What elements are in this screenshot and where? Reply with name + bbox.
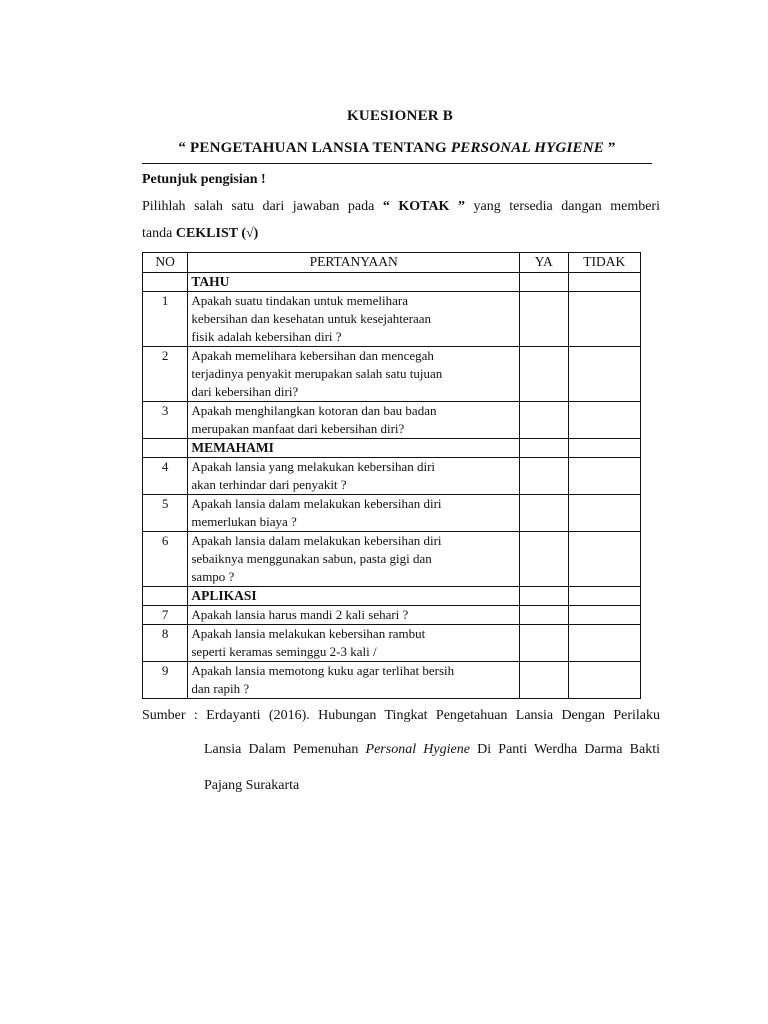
answer-no-box[interactable]	[568, 606, 640, 625]
source-text-a: Lansia Dalam Pemenuhan	[204, 742, 366, 757]
instructions-line-2	[142, 226, 258, 242]
question-line: kebersihan dan kesehatan untuk kesejahteraan	[191, 311, 432, 326]
section-row	[143, 587, 641, 606]
table-body	[143, 273, 641, 699]
subtitle-prefix: “ PENGETAHUAN LANSIA TENTANG	[178, 140, 451, 156]
answer-yes-box[interactable]	[519, 532, 568, 587]
section-yes-cell	[519, 439, 568, 458]
question-line: seperti keramas seminggu 2-3 kali /	[191, 644, 377, 659]
section-row	[143, 273, 641, 292]
source-italic: Personal Hygiene	[365, 742, 470, 757]
question-number: 6	[143, 532, 188, 587]
section-label: APLIKASI	[188, 587, 520, 606]
header-yes: YA	[519, 253, 568, 273]
section-yes-cell	[519, 587, 568, 606]
question-line: sampo ?	[191, 569, 235, 584]
question-text	[188, 458, 520, 495]
question-text	[188, 662, 520, 699]
title-divider	[142, 163, 652, 164]
section-row	[143, 439, 641, 458]
question-number: 1	[143, 292, 188, 347]
question-text	[188, 347, 520, 402]
question-text	[188, 606, 520, 625]
source-citation-line-3: Pajang Surakarta	[204, 778, 300, 793]
question-number: 8	[143, 625, 188, 662]
section-no-answer-cell	[568, 273, 640, 292]
question-text	[188, 532, 520, 587]
question-line: sebaiknya menggunakan sabun, pasta gigi dan	[191, 551, 432, 566]
table-row	[143, 662, 641, 699]
question-line: Apakah lansia melakukan kebersihan rambut	[191, 626, 426, 641]
question-text	[188, 625, 520, 662]
question-line: memerlukan biaya ?	[191, 514, 297, 529]
table-row	[143, 495, 641, 532]
section-no-cell	[143, 587, 188, 606]
answer-yes-box[interactable]	[519, 625, 568, 662]
source-text-b: Di Panti Werdha Darma Bakti	[469, 742, 660, 757]
answer-no-box[interactable]	[568, 495, 640, 532]
answer-yes-box[interactable]	[519, 606, 568, 625]
question-number: 5	[143, 495, 188, 532]
table-row	[143, 347, 641, 402]
table-row	[143, 606, 641, 625]
source-citation-line-1: Sumber : Erdayanti (2016). Hubungan Tingkat Pengetahuan Lansia Dengan Perilaku	[142, 708, 660, 723]
question-line: merupakan manfaat dari kebersihan diri?	[191, 421, 405, 436]
answer-no-box[interactable]	[568, 458, 640, 495]
question-line: Apakah lansia yang melakukan kebersihan diri	[191, 459, 436, 474]
answer-no-box[interactable]	[568, 402, 640, 439]
header-no: NO	[143, 253, 188, 273]
instructions-heading: Petunjuk pengisian !	[142, 172, 266, 187]
header-question: PERTANYAAN	[188, 253, 520, 273]
question-text	[188, 402, 520, 439]
answer-yes-box[interactable]	[519, 458, 568, 495]
section-yes-cell	[519, 273, 568, 292]
table-row	[143, 532, 641, 587]
question-line: dari kebersihan diri?	[191, 384, 299, 399]
instructions-text-a: Pilihlah salah satu dari jawaban pada	[142, 199, 383, 214]
document-title: KUESIONER B	[347, 108, 453, 124]
question-line: Apakah lansia harus mandi 2 kali sehari ?	[191, 607, 409, 622]
question-line: Apakah menghilangkan kotoran dan bau badan	[191, 403, 437, 418]
section-no-cell	[143, 273, 188, 292]
header-no-answer: TIDAK	[568, 253, 640, 273]
answer-yes-box[interactable]	[519, 662, 568, 699]
table-row	[143, 402, 641, 439]
question-number: 4	[143, 458, 188, 495]
question-line: Apakah lansia memotong kuku agar terlihat bersih	[191, 663, 455, 678]
section-label: TAHU	[188, 273, 520, 292]
instructions-text-c: tanda	[142, 226, 176, 241]
answer-yes-box[interactable]	[519, 292, 568, 347]
question-text	[188, 495, 520, 532]
section-no-answer-cell	[568, 587, 640, 606]
answer-yes-box[interactable]	[519, 402, 568, 439]
question-text	[188, 292, 520, 347]
answer-no-box[interactable]	[568, 532, 640, 587]
question-number: 2	[143, 347, 188, 402]
table-row	[143, 625, 641, 662]
question-line: Apakah lansia dalam melakukan kebersihan diri	[191, 496, 442, 511]
answer-no-box[interactable]	[568, 625, 640, 662]
instructions-text-b: yang tersedia dangan memberi	[464, 199, 660, 214]
answer-yes-box[interactable]	[519, 495, 568, 532]
question-line: terjadinya penyakit merupakan salah satu tujuan	[191, 366, 443, 381]
question-line: dan rapih ?	[191, 681, 250, 696]
document-subtitle	[142, 140, 652, 157]
question-number: 3	[143, 402, 188, 439]
question-line: fisik adalah kebersihan diri ?	[191, 329, 342, 344]
question-line: Apakah lansia dalam melakukan kebersihan diri	[191, 533, 442, 548]
question-line: akan terhindar dari penyakit ?	[191, 477, 347, 492]
question-line: Apakah suatu tindakan untuk memelihara	[191, 293, 408, 308]
instructions-line-1	[142, 199, 660, 215]
questionnaire-table	[142, 252, 641, 699]
question-number: 9	[143, 662, 188, 699]
answer-no-box[interactable]	[568, 662, 640, 699]
subtitle-italic: PERSONAL HYGIENE	[450, 140, 604, 156]
answer-yes-box[interactable]	[519, 347, 568, 402]
answer-no-box[interactable]	[568, 347, 640, 402]
subtitle-suffix: ”	[603, 140, 616, 156]
section-no-cell	[143, 439, 188, 458]
table-row	[143, 292, 641, 347]
answer-no-box[interactable]	[568, 292, 640, 347]
section-label: MEMAHAMI	[188, 439, 520, 458]
question-number: 7	[143, 606, 188, 625]
source-citation-line-2	[204, 742, 660, 758]
table-row	[143, 458, 641, 495]
table-header-row	[143, 253, 641, 273]
question-line: Apakah memelihara kebersihan dan mencegah	[191, 348, 434, 363]
instructions-kotak: “ KOTAK ”	[382, 199, 465, 214]
instructions-ceklist: CEKLIST (√)	[175, 226, 259, 241]
section-no-answer-cell	[568, 439, 640, 458]
